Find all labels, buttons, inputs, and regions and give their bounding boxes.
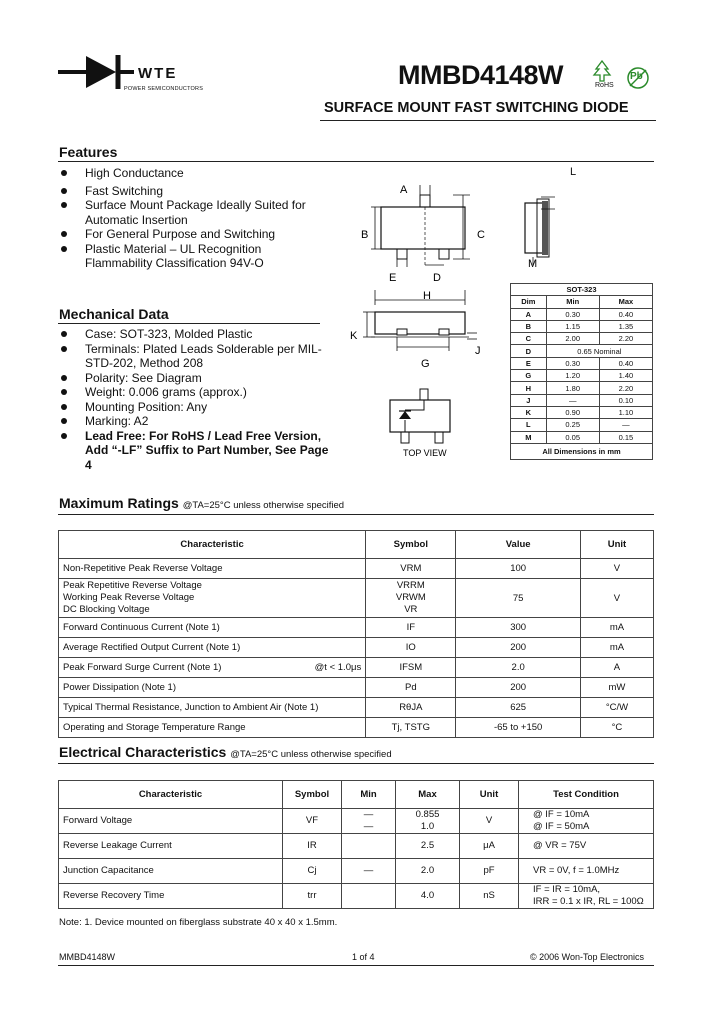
elec-rule	[58, 763, 654, 764]
column-header: Unit	[460, 781, 519, 809]
table-cell: Tj, TSTG	[366, 718, 456, 738]
list-item: Weight: 0.006 grams (approx.)	[59, 385, 334, 400]
column-header: Min	[342, 781, 396, 809]
footer-rule	[58, 965, 654, 966]
table-cell	[342, 884, 396, 909]
dim-label-j: J	[475, 345, 481, 357]
table-row	[59, 698, 654, 718]
table-cell: 1.35	[599, 320, 652, 332]
column-header: Max	[599, 296, 652, 308]
table-cell: 2.0	[396, 859, 460, 884]
header-divider	[320, 120, 656, 121]
list-item: Surface Mount Package Ideally Suited for Automatic Insertion	[59, 198, 329, 227]
table-cell	[342, 834, 396, 859]
rohs-mark	[590, 60, 618, 92]
table-cell: 0.10	[599, 394, 652, 406]
list-item: Plastic Material – UL Recognition Flammability Classification 94V-O	[59, 242, 329, 271]
table-row	[59, 859, 654, 884]
table-cell: 0.30	[546, 308, 599, 320]
table-cell: M	[511, 431, 547, 443]
max-ratings-table	[58, 530, 654, 738]
max-ratings-title	[59, 495, 344, 511]
table-row	[59, 809, 654, 834]
max-ratings-condition: @TA=25°C unless otherwise specified	[182, 500, 345, 511]
table-cell: Operating and Storage Temperature Range	[59, 718, 366, 738]
list-item: Fast Switching	[59, 184, 329, 199]
lead-free-item: Lead Free: For RoHS / Lead Free Version, Add “-LF” Suffix to Part Number, See Page 4	[59, 429, 334, 473]
mechanical-rule	[58, 323, 320, 324]
table-row	[59, 559, 654, 579]
table-row	[511, 333, 653, 345]
table-row	[59, 678, 654, 698]
table-cell: Power Dissipation (Note 1)	[59, 678, 366, 698]
footer-left: MMBD4148W	[59, 952, 116, 962]
dim-label-a: A	[400, 184, 408, 196]
table-cell: nS	[460, 884, 519, 909]
table-cell: IR	[283, 834, 342, 859]
table-cell: pF	[460, 859, 519, 884]
list-item: Case: SOT-323, Molded Plastic	[59, 327, 334, 342]
table-cell: Reverse Leakage Current	[59, 834, 283, 859]
table-cell: 2.20	[599, 333, 652, 345]
table-cell: 200	[456, 638, 580, 658]
table-row	[511, 394, 653, 406]
table-cell: VR = 0V, f = 1.0MHz	[519, 859, 654, 884]
list-item: High Conductance	[59, 166, 329, 181]
table-cell: Non-Repetitive Peak Reverse Voltage	[59, 559, 366, 579]
table-cell	[59, 658, 366, 678]
features-list	[59, 166, 329, 271]
table-cell: L	[511, 419, 547, 431]
elec-title	[59, 744, 392, 760]
pb-free-mark	[624, 66, 654, 90]
table-cell: E	[511, 357, 547, 369]
table-row	[511, 431, 653, 443]
column-header: Value	[456, 531, 580, 559]
table-cell: °C	[580, 718, 653, 738]
table-row	[59, 718, 654, 738]
column-header: Dim	[511, 296, 547, 308]
table-row	[511, 419, 653, 431]
table-cell: Reverse Recovery Time	[59, 884, 283, 909]
table-cell: mA	[580, 618, 653, 638]
table-cell: 0.90	[546, 406, 599, 418]
table-cell: Forward Voltage	[59, 809, 283, 834]
table-cell: @ VR = 75V	[519, 834, 654, 859]
condition-text: @t < 1.0μs	[314, 661, 362, 673]
list-item: For General Purpose and Switching	[59, 227, 329, 242]
table-title: SOT-323	[511, 284, 653, 296]
table-row	[59, 834, 654, 859]
table-cell: 2.5	[396, 834, 460, 859]
max-ratings-heading: Maximum Ratings	[59, 495, 179, 511]
table-cell: IO	[366, 638, 456, 658]
table-cell: 2.00	[546, 333, 599, 345]
table-cell: Junction Capacitance	[59, 859, 283, 884]
table-cell: 0.40	[599, 308, 652, 320]
table-cell: Typical Thermal Resistance, Junction to Ambient Air (Note 1)	[59, 698, 366, 718]
dim-label-d: D	[433, 272, 441, 284]
table-row	[511, 320, 653, 332]
list-item: Marking: A2	[59, 414, 334, 429]
table-row	[511, 357, 653, 369]
electrical-table	[58, 780, 654, 909]
table-row	[59, 658, 654, 678]
table-cell: 2.20	[599, 382, 652, 394]
table-cell: VRM	[366, 559, 456, 579]
table-cell: -65 to +150	[456, 718, 580, 738]
table-cell: 300	[456, 618, 580, 638]
pb-label: Pb	[630, 71, 643, 82]
table-cell: 0.855 1.0	[396, 809, 460, 834]
features-rule	[58, 161, 654, 162]
column-header: Characteristic	[59, 781, 283, 809]
table-row	[511, 406, 653, 418]
table-cell: 1.40	[599, 370, 652, 382]
table-cell: IFSM	[366, 658, 456, 678]
column-header: Test Condition	[519, 781, 654, 809]
table-cell: 1.10	[599, 406, 652, 418]
part-number: MMBD4148W	[398, 60, 564, 90]
footer-center: 1 of 4	[352, 952, 375, 962]
table-cell: V	[580, 579, 653, 618]
column-header: Min	[546, 296, 599, 308]
table-row	[59, 884, 654, 909]
dim-label-h: H	[423, 290, 431, 302]
table-cell: Peak Repetitive Reverse Voltage Working Peak Reverse Voltage DC Blocking Voltage	[59, 579, 366, 618]
table-cell: 1.80	[546, 382, 599, 394]
table-cell: 0.40	[599, 357, 652, 369]
table-cell: A	[511, 308, 547, 320]
table-cell: 0.65 Nominal	[546, 345, 652, 357]
table-cell: A	[580, 658, 653, 678]
tree-icon	[592, 60, 612, 82]
table-cell: 2.0	[456, 658, 580, 678]
table-row	[511, 382, 653, 394]
table-cell: Cj	[283, 859, 342, 884]
dim-label-k: K	[350, 330, 358, 342]
dim-label-b: B	[361, 229, 369, 241]
dim-label-e: E	[389, 272, 397, 284]
table-cell: V	[580, 559, 653, 579]
column-header: Symbol	[366, 531, 456, 559]
column-header: Max	[396, 781, 460, 809]
brand-name: WTE	[138, 65, 178, 82]
table-cell: —	[546, 394, 599, 406]
table-cell: Average Rectified Output Current (Note 1)	[59, 638, 366, 658]
table-cell: 625	[456, 698, 580, 718]
table-cell: IF = IR = 10mA, IRR = 0.1 x IR, RL = 100Ω	[519, 884, 654, 909]
table-cell: °C/W	[580, 698, 653, 718]
table-cell: G	[511, 370, 547, 382]
features-title: Features	[59, 144, 118, 160]
table-cell: J	[511, 394, 547, 406]
footer-right: © 2006 Won-Top Electronics	[530, 952, 645, 962]
mechanical-list	[59, 327, 334, 472]
table-row	[59, 579, 654, 618]
dimensions-table	[510, 283, 653, 460]
table-row	[59, 638, 654, 658]
table-cell: B	[511, 320, 547, 332]
column-header: Unit	[580, 531, 653, 559]
table-cell: C	[511, 333, 547, 345]
elec-heading: Electrical Characteristics	[59, 744, 227, 760]
table-cell: 0.30	[546, 357, 599, 369]
brand-subtitle: POWER SEMICONDUCTORS	[124, 86, 204, 92]
table-row	[511, 345, 653, 357]
table-cell: 200	[456, 678, 580, 698]
page-subtitle: SURFACE MOUNT FAST SWITCHING DIODE	[324, 100, 629, 116]
table-cell: — —	[342, 809, 396, 834]
table-cell: μA	[460, 834, 519, 859]
table-cell: 4.0	[396, 884, 460, 909]
table-cell: H	[511, 382, 547, 394]
table-cell: mA	[580, 638, 653, 658]
dim-label-g: G	[421, 358, 430, 370]
list-item: Polarity: See Diagram	[59, 371, 334, 386]
table-cell: Forward Continuous Current (Note 1)	[59, 618, 366, 638]
table-cell: —	[599, 419, 652, 431]
table-cell: Pd	[366, 678, 456, 698]
table-cell: 1.15	[546, 320, 599, 332]
table-cell: K	[511, 406, 547, 418]
table-cell: 75	[456, 579, 580, 618]
table-cell: 1.20	[546, 370, 599, 382]
table-cell: IF	[366, 618, 456, 638]
table-cell: 100	[456, 559, 580, 579]
rohs-label: RoHS	[595, 82, 614, 89]
table-cell: RθJA	[366, 698, 456, 718]
top-view-label: TOP VIEW	[403, 448, 447, 458]
elec-condition: @TA=25°C unless otherwise specified	[230, 749, 392, 760]
table-cell: 0.05	[546, 431, 599, 443]
column-header: Symbol	[283, 781, 342, 809]
list-item: Mounting Position: Any	[59, 400, 334, 415]
table-cell: V	[460, 809, 519, 834]
column-header: Characteristic	[59, 531, 366, 559]
dim-label-c: C	[477, 229, 485, 241]
characteristic-text: Peak Forward Surge Current (Note 1)	[63, 661, 222, 673]
dim-label-m: M	[528, 258, 538, 270]
table-footer: All Dimensions in mm	[511, 443, 653, 459]
table-cell: mW	[580, 678, 653, 698]
table-cell: VRRM VRWM VR	[366, 579, 456, 618]
table-cell: trr	[283, 884, 342, 909]
table-cell: —	[342, 859, 396, 884]
table-row	[59, 618, 654, 638]
dim-label-l: L	[570, 166, 577, 178]
table-cell: 0.15	[599, 431, 652, 443]
mechanical-title: Mechanical Data	[59, 306, 169, 322]
table-row	[511, 370, 653, 382]
note: Note: 1. Device mounted on fiberglass substrate 40 x 40 x 1.5mm.	[59, 917, 338, 928]
table-cell: 0.25	[546, 419, 599, 431]
table-cell: VF	[283, 809, 342, 834]
table-cell: @ IF = 10mA @ IF = 50mA	[519, 809, 654, 834]
table-cell: D	[511, 345, 547, 357]
table-row	[511, 308, 653, 320]
max-ratings-rule	[58, 514, 654, 515]
list-item: Terminals: Plated Leads Solderable per MIL-STD-202, Method 208	[59, 342, 334, 371]
company-logo	[58, 52, 208, 98]
